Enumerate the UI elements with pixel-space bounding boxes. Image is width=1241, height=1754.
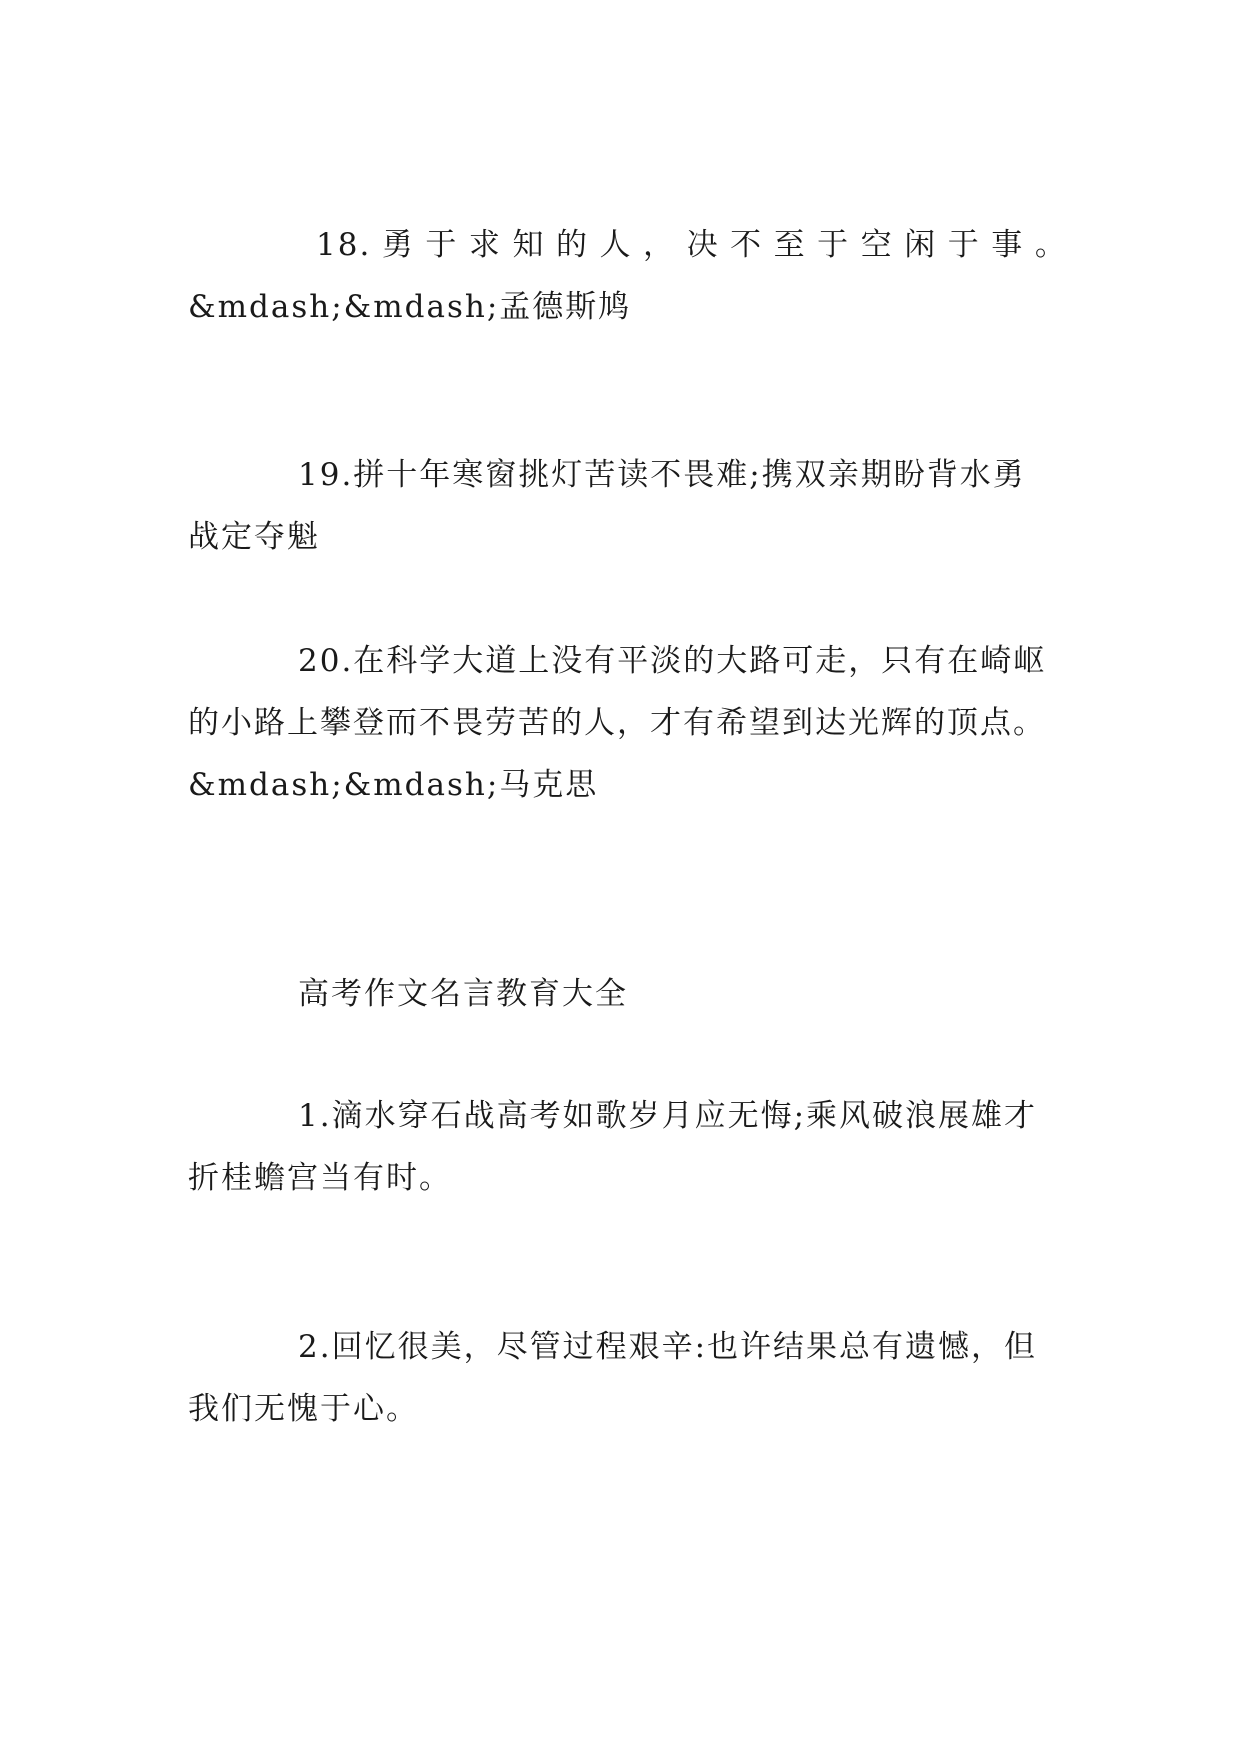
quote-18-line-1 bbox=[188, 214, 1068, 276]
spaced-glyph: 至 bbox=[773, 227, 807, 263]
quote-19-line-1: 19.拼十年寒窗挑灯苦读不畏难;携双亲期盼背水勇 bbox=[298, 457, 1026, 493]
spaced-glyph: 不 bbox=[730, 227, 764, 263]
spaced-glyph: 18. bbox=[316, 227, 372, 263]
spaced-glyph: 知 bbox=[512, 227, 546, 263]
section-heading bbox=[188, 963, 1068, 1025]
spaced-glyph: 闲 bbox=[904, 227, 938, 263]
item-1-line-2: 折桂蟾宫当有时。 bbox=[188, 1160, 452, 1196]
quote-19-paragraph bbox=[188, 444, 1068, 568]
quote-18-attribution: &mdash;&mdash;孟德斯鸠 bbox=[188, 289, 632, 325]
spaced-glyph: 决 bbox=[686, 227, 720, 263]
quote-20-attribution: &mdash;&mdash;马克思 bbox=[188, 767, 599, 803]
spaced-glyph: 人 bbox=[599, 227, 633, 263]
spaced-glyph: 。 bbox=[1034, 227, 1068, 263]
spaced-glyph: 事 bbox=[991, 227, 1025, 263]
section-heading-text: 高考作文名言教育大全 bbox=[298, 976, 628, 1012]
item-2-line-2: 我们无愧于心。 bbox=[188, 1391, 419, 1427]
item-1-line-1: 1.滴水穿石战高考如歌岁月应无悔;乘风破浪展雄才 bbox=[298, 1098, 1038, 1134]
spaced-glyph: 于 bbox=[817, 227, 851, 263]
quote-20-line-1: 20.在科学大道上没有平淡的大路可走，只有在崎岖 bbox=[298, 643, 1047, 679]
quote-19-line-2: 战定夺魁 bbox=[188, 519, 320, 555]
quote-20-paragraph bbox=[188, 630, 1068, 816]
item-2-line-1: 2.回忆很美，尽管过程艰辛:也许结果总有遗憾，但 bbox=[298, 1329, 1038, 1365]
spaced-glyph: 勇 bbox=[381, 227, 415, 263]
quote-18-paragraph bbox=[188, 214, 1068, 338]
spaced-glyph: 求 bbox=[468, 227, 502, 263]
item-2-paragraph bbox=[188, 1316, 1068, 1440]
item-1-paragraph bbox=[188, 1085, 1068, 1209]
spaced-glyph: ， bbox=[643, 227, 677, 263]
spaced-glyph: 于 bbox=[947, 227, 981, 263]
spaced-glyph: 空 bbox=[860, 227, 894, 263]
quote-20-line-2: 的小路上攀登而不畏劳苦的人，才有希望到达光辉的顶点。 bbox=[188, 705, 1046, 741]
spaced-glyph: 于 bbox=[425, 227, 459, 263]
spaced-glyph: 的 bbox=[555, 227, 589, 263]
